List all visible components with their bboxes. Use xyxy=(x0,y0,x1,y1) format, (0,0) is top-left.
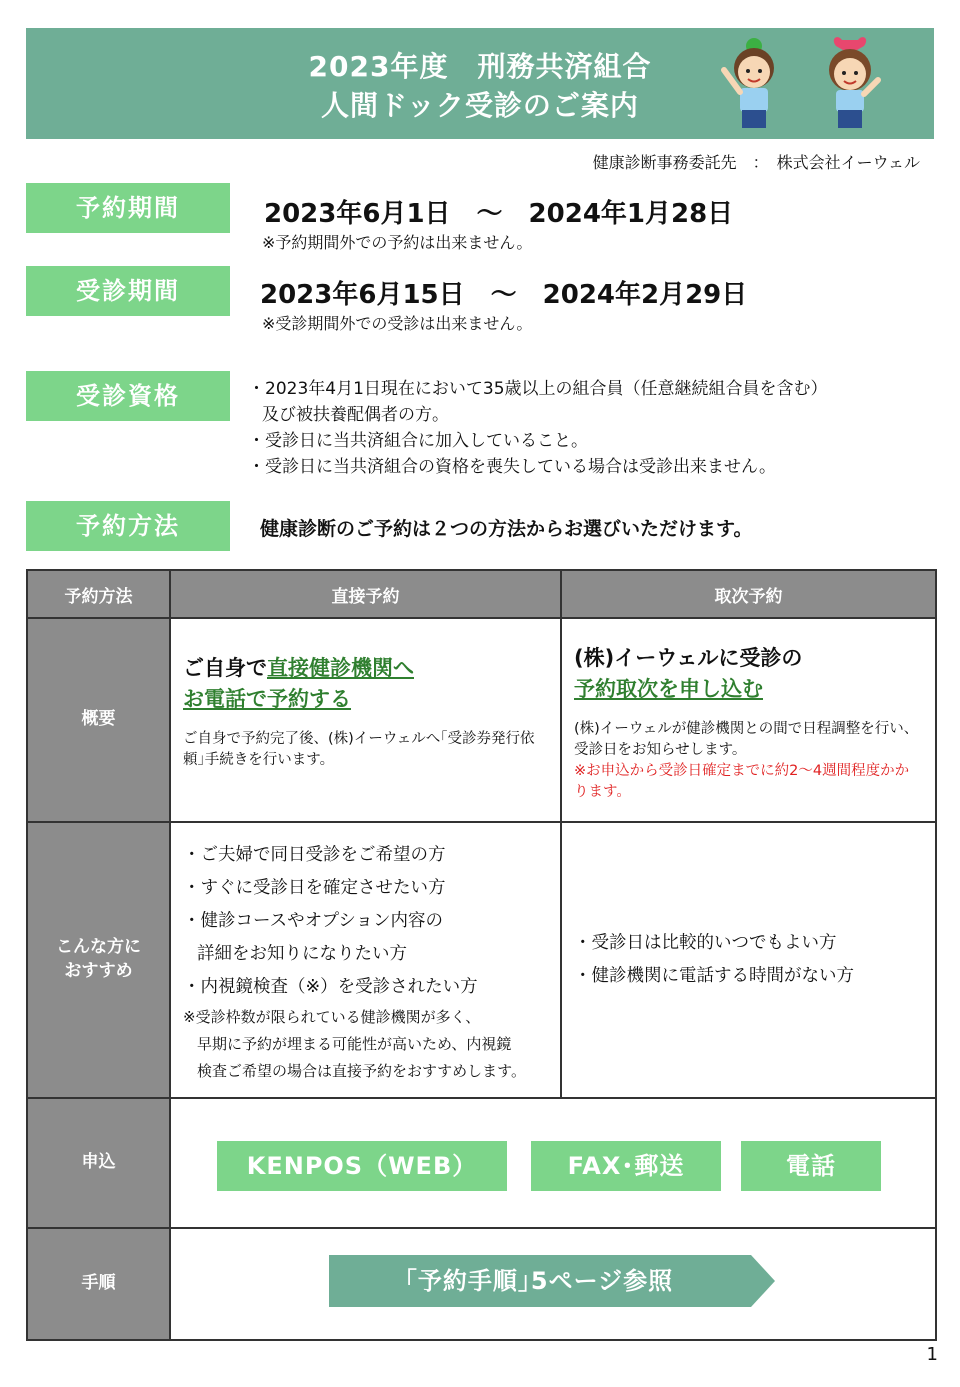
agency-heading-plain: (株)イーウェルに受診の xyxy=(574,646,803,670)
direct-heading-plain: ご自身で xyxy=(183,656,267,680)
row-header-steps: 手順 xyxy=(27,1228,170,1340)
direct-overview-cell xyxy=(170,618,561,822)
eligibility-line: 及び被扶養配偶者の方。 xyxy=(262,405,449,425)
mascot-girl-icon xyxy=(816,34,884,134)
reservation-period-label: 予約期間 xyxy=(26,183,230,233)
recommend-item: ・受診日は比較的いつでもよい方 xyxy=(574,933,837,953)
recommend-note: ※受診枠数が限られている健診機関が多く、 xyxy=(183,1008,481,1026)
phone-button[interactable]: 電話 xyxy=(741,1141,881,1191)
agency-overview-cell xyxy=(561,618,936,822)
recommend-item: ・すぐに受診日を確定させたい方 xyxy=(183,878,446,898)
agency-description: (株)イーウェルが健診機関との間で日程調整を行い、受診日をお知らせします。 xyxy=(574,721,919,758)
page-title-line1: 2023年度 刑務共済組合 xyxy=(308,50,652,83)
recommend-item: ・健診コースやオプション内容の xyxy=(183,911,444,931)
eligibility-line: ・受診日に当共済組合に加入していること。 xyxy=(248,431,588,451)
agency-warning: ※お申込から受診日確定までに約2～4週間程度かかります。 xyxy=(574,763,910,800)
exam-period-label: 受診期間 xyxy=(26,266,230,316)
kenpos-web-button[interactable]: KENPOS（WEB） xyxy=(217,1141,507,1191)
reservation-method-table xyxy=(26,569,937,1341)
row-header-recommend-line2: おすすめ xyxy=(64,961,133,981)
fax-mail-button[interactable]: FAX･郵送 xyxy=(531,1141,721,1191)
row-header-overview: 概要 xyxy=(27,618,170,822)
recommend-item: ・健診機関に電話する時間がない方 xyxy=(574,966,854,986)
method-description: 健康診断のご予約は２つの方法からお選びいただけます。 xyxy=(260,518,753,540)
mascot-boy-icon xyxy=(720,34,788,134)
col-header-agency: 取次予約 xyxy=(561,570,936,618)
recommend-note: 早期に予約が埋まる可能性が高いため、内視鏡 xyxy=(197,1035,512,1053)
recommend-note: 検査ご希望の場合は直接予約をおすすめします。 xyxy=(197,1062,526,1080)
row-header-apply: 申込 xyxy=(27,1098,170,1228)
col-header-direct: 直接予約 xyxy=(170,570,561,618)
apply-cell xyxy=(170,1098,936,1228)
direct-recommend-cell xyxy=(170,822,561,1098)
exam-period-dates: 2023年6月15日 ～ 2024年2月29日 xyxy=(260,280,748,310)
consignee-note: 健康診断事務委託先 ： 株式会社イーウェル xyxy=(592,153,920,172)
reservation-period-dates: 2023年6月1日 ～ 2024年1月28日 xyxy=(264,199,734,229)
steps-reference-button[interactable]: ｢予約手順｣5ページ参照 xyxy=(404,1267,674,1295)
eligibility-line: ・受診日に当共済組合の資格を喪失している場合は受診出来ません。 xyxy=(248,457,777,477)
page-header xyxy=(26,28,934,139)
page-title-line2: 人間ドック受診のご案内 xyxy=(321,89,639,122)
agency-recommend-cell xyxy=(561,822,936,1098)
direct-heading-underlined: お電話で予約する xyxy=(183,687,351,711)
recommend-item: ・ご夫婦で同日受診をご希望の方 xyxy=(183,845,446,865)
col-header-method: 予約方法 xyxy=(27,570,170,618)
recommend-item: ・内視鏡検査（※）を受診されたい方 xyxy=(183,977,478,997)
eligibility-line: ・2023年4月1日現在において35歳以上の組合員（任意継続組合員を含む） xyxy=(248,379,828,399)
method-label: 予約方法 xyxy=(26,501,230,551)
agency-heading-underlined: 予約取次を申し込む xyxy=(574,677,763,701)
exam-period-note: ※受診期間外での受診は出来ません。 xyxy=(262,314,533,333)
page-number: 1 xyxy=(926,1344,938,1365)
recommend-item: 詳細をお知りになりたい方 xyxy=(197,944,407,964)
direct-description: ご自身で予約完了後、(株)イーウェルへ｢受診券発行依頼｣手続きを行います。 xyxy=(183,731,535,768)
row-header-recommend xyxy=(27,822,170,1098)
eligibility-label: 受診資格 xyxy=(26,371,230,421)
reservation-period-note: ※予約期間外での予約は出来ません。 xyxy=(262,233,533,252)
direct-heading-underlined: 直接健診機関へ xyxy=(267,656,414,680)
row-header-recommend-line1: こんな方に xyxy=(56,937,141,958)
steps-cell xyxy=(170,1228,936,1340)
